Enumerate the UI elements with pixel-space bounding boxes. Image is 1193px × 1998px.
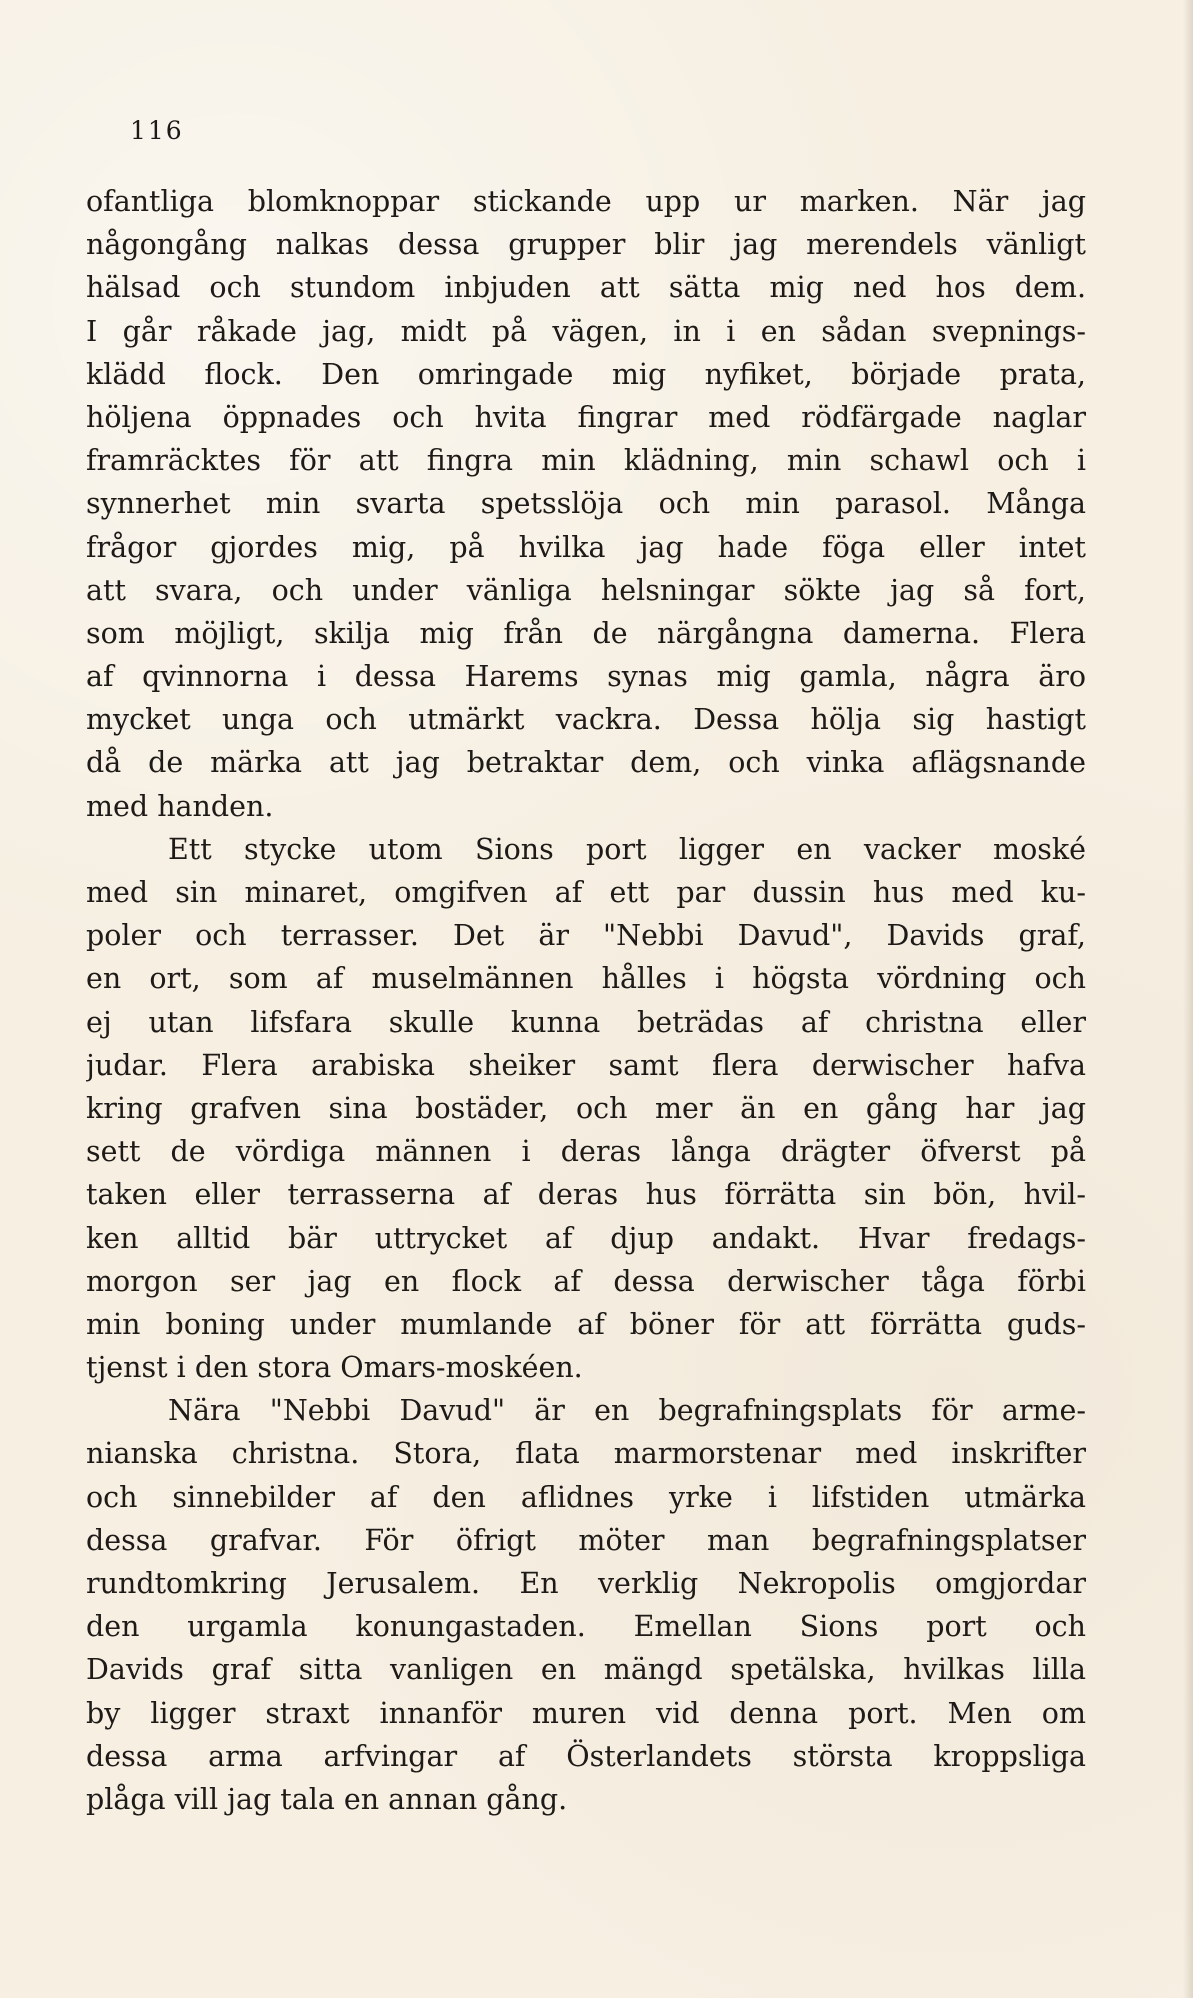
text-line: ej utan lifsfara skulle kunna beträdas af christna eller bbox=[86, 1005, 1086, 1039]
paragraph-3 bbox=[86, 1389, 1086, 1821]
text-line: synnerhet min svarta spetsslöja och min parasol. Många bbox=[86, 487, 1086, 521]
text-line: ken alltid bär uttrycket af djup andakt. Hvar fredags- bbox=[86, 1221, 1086, 1255]
text-line: den urgamla konungastaden. Emellan Sions port och bbox=[86, 1610, 1086, 1644]
text-line: och sinnebilder af den aflidnes yrke i lifstiden utmärka bbox=[86, 1480, 1086, 1514]
text-line: dessa arma arfvingar af Österlandets största kroppsliga bbox=[86, 1739, 1086, 1773]
paragraph-1 bbox=[86, 180, 1086, 828]
text-line: då de märka att jag betraktar dem, och vinka aflägsnande bbox=[86, 746, 1086, 780]
text-line: en ort, som af muselmännen hålles i högsta vördning och bbox=[86, 962, 1086, 996]
text-line: som möjligt, skilja mig från de närgångna damerna. Flera bbox=[86, 616, 1086, 650]
text-line: af qvinnorna i dessa Harems synas mig gamla, några äro bbox=[86, 660, 1086, 694]
text-line: att svara, och under vänliga helsningar sökte jag så fort, bbox=[86, 573, 1086, 607]
text-line: med sin minaret, omgifven af ett par dussin hus med ku- bbox=[86, 876, 1086, 909]
text-line: med handen. bbox=[86, 789, 274, 823]
text-line: Nära "Nebbi Davud" är en begrafningsplats för arme- bbox=[168, 1394, 1086, 1428]
text-line: Davids graf sitta vanligen en mängd spetälska, hvilkas lilla bbox=[86, 1653, 1086, 1687]
text-line: taken eller terrasserna af deras hus förrätta sin bön, hvil- bbox=[86, 1178, 1086, 1212]
text-line: frågor gjordes mig, på hvilka jag hade föga eller intet bbox=[86, 530, 1086, 564]
text-line: mycket unga och utmärkt vackra. Dessa hölja sig hastigt bbox=[86, 703, 1086, 737]
text-line: judar. Flera arabiska sheiker samt flera derwischer hafva bbox=[86, 1048, 1086, 1082]
page-text bbox=[86, 180, 1086, 1821]
text-line: ofantliga blomknoppar stickande upp ur marken. När jag bbox=[86, 185, 1086, 218]
text-line: poler och terrasser. Det är "Nebbi Davud", Davids graf, bbox=[86, 919, 1086, 953]
text-line: hälsad och stundom inbjuden att sätta mig ned hos dem. bbox=[86, 271, 1086, 305]
text-line: rundtomkring Jerusalem. En verklig Nekropolis omgjordar bbox=[86, 1567, 1086, 1600]
text-line: klädd flock. Den omringade mig nyfiket, började prata, bbox=[86, 357, 1086, 391]
text-line: framräcktes för att fingra min klädning, min schawl och i bbox=[86, 444, 1086, 478]
text-line: min boning under mumlande af böner för att förrätta guds- bbox=[86, 1307, 1086, 1341]
page-edge bbox=[1183, 0, 1193, 1998]
text-line: morgon ser jag en flock af dessa derwischer tåga förbi bbox=[86, 1264, 1086, 1298]
text-line: höljena öppnades och hvita fingrar med rödfärgade naglar bbox=[86, 400, 1086, 434]
text-line: någongång nalkas dessa grupper blir jag merendels vänligt bbox=[86, 228, 1086, 262]
text-line: dessa grafvar. För öfrigt möter man begrafningsplatser bbox=[86, 1523, 1086, 1557]
text-line: I går råkade jag, midt på vägen, in i en sådan svepnings- bbox=[86, 314, 1086, 348]
text-line: kring grafven sina bostäder, och mer än en gång har jag bbox=[86, 1091, 1086, 1125]
text-line: plåga vill jag tala en annan gång. bbox=[86, 1782, 568, 1816]
text-line: Ett stycke utom Sions port ligger en vacker moské bbox=[168, 832, 1086, 866]
paragraph-2 bbox=[86, 828, 1086, 1389]
text-line: by ligger straxt innanför muren vid denna port. Men om bbox=[86, 1696, 1086, 1730]
text-line: nianska christna. Stora, flata marmorstenar med inskrifter bbox=[86, 1437, 1086, 1471]
page-number: 116 bbox=[130, 116, 184, 145]
text-line: tjenst i den stora Omars-moskéen. bbox=[86, 1351, 583, 1385]
text-line: sett de vördiga männen i deras långa drägter öfverst på bbox=[86, 1135, 1086, 1169]
